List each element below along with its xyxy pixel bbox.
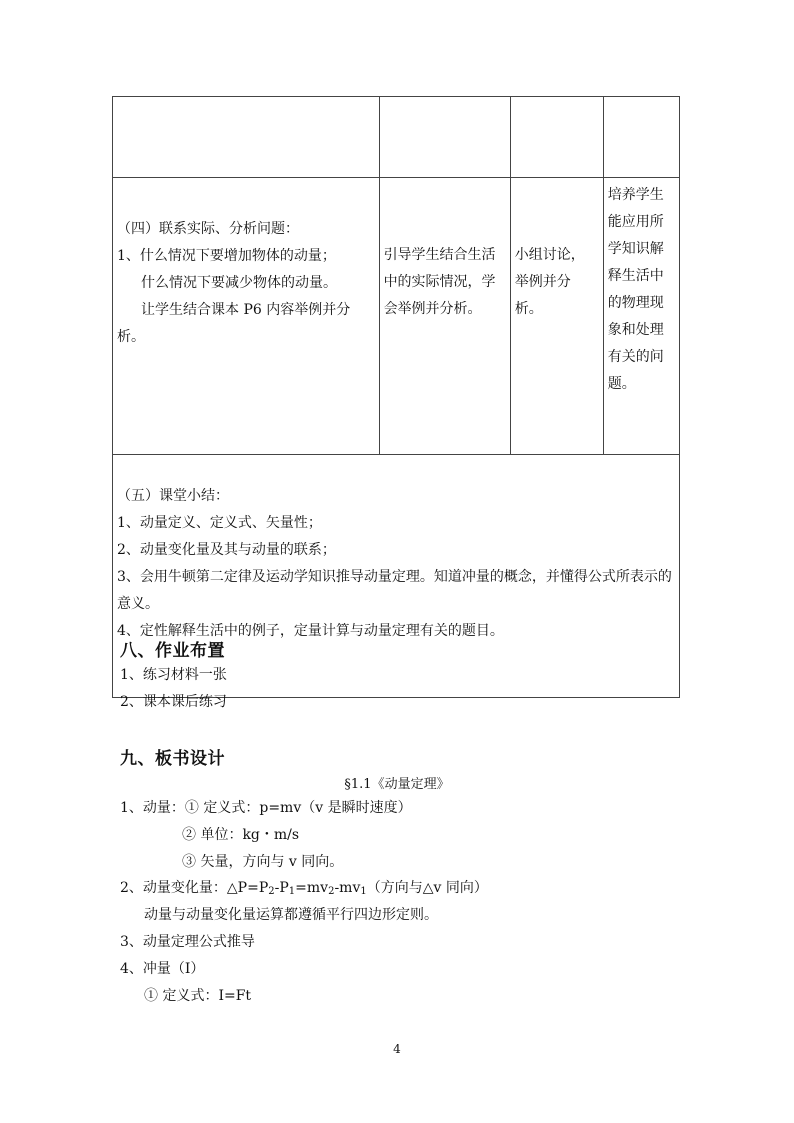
formula-subscript: 2 [268,886,275,897]
summary-line: 意义。 [117,596,159,612]
activity-cell [113,178,380,455]
board-title: 九、板书设计 [120,749,225,769]
teacher-cell [379,178,510,455]
formula-text: -P [274,880,289,896]
summary-line: 2、动量变化量及其与动量的联系； [117,542,336,558]
student-cell [510,178,603,455]
student-line: 举例并分 [514,274,571,290]
activity-line: 什么情况下要减少物体的动量。 [141,275,337,291]
board-line [120,875,488,901]
purpose-line: 释生活中 [607,268,664,284]
purpose-line: 学知识解 [607,241,664,257]
formula-subscript: 1 [360,886,367,897]
table-cell [510,97,603,178]
table-cell [603,97,679,178]
formula-text: （方向与△v 同向） [366,880,488,896]
page-number: 4 [393,1042,401,1056]
homework-item: 2、课本课后练习 [120,694,227,710]
homework-title: 八、作业布置 [120,641,225,661]
summary-line: 3、会用牛顿第二定律及运动学知识推导动量定理。知道冲量的概念，并懂得公式所表示的 [117,569,672,585]
board-heading: §1.1《动量定理》 [344,777,450,792]
formula-text: 2、动量变化量：△P=P [120,880,269,896]
board-line: 4、冲量（I） [120,961,205,977]
board-line: 动量与动量变化量运算都遵循平行四边形定则。 [144,907,438,923]
teacher-line: 中的实际情况，学 [383,274,496,290]
purpose-line: 象和处理 [607,322,664,338]
homework-item: 1、练习材料一张 [120,667,227,683]
board-line: ① 定义式：I=Ft [144,988,252,1004]
purpose-line: 有关的问 [607,349,664,365]
formula-subscript: 1 [288,886,296,897]
student-line: 小组讨论， [514,247,585,263]
activity-line: （四）联系实际、分析问题： [117,221,299,237]
purpose-line: 培养学生 [607,187,664,203]
teacher-line: 会举例并分析。 [383,301,482,317]
summary-line: 4、定性解释生活中的例子，定量计算与动量定理有关的题目。 [117,623,504,639]
purpose-line: 题。 [607,376,636,392]
table-cell [379,97,510,178]
teacher-line: 引导学生结合生活 [383,247,496,263]
table-cell [113,97,380,178]
activity-line: 1、什么情况下要增加物体的动量； [117,248,336,264]
board-line: 3、动量定理公式推导 [120,934,255,950]
activity-line: 析。 [117,329,145,345]
activity-line: 让学生结合课本 P6 内容举例并分 [141,302,351,318]
purpose-line: 的物理现 [607,295,664,311]
formula-subscript: 2 [328,886,335,897]
purpose-line: 能应用所 [607,214,664,230]
table-row [113,178,680,455]
table-row [113,97,680,178]
board-line: 1、动量：① 定义式：p=mv（v 是瞬时速度） [120,800,412,816]
summary-line: （五）课堂小结： [117,488,229,504]
student-line: 析。 [514,301,543,317]
board-line: ② 单位：kg・m/s [182,827,300,843]
lesson-table [112,96,680,698]
purpose-cell [603,178,679,455]
board-line: ③ 矢量，方向与 v 同向。 [182,854,344,870]
formula-text: =mv [295,880,329,896]
summary-line: 1、动量定义、定义式、矢量性； [117,515,322,531]
formula-text: -mv [334,880,361,896]
